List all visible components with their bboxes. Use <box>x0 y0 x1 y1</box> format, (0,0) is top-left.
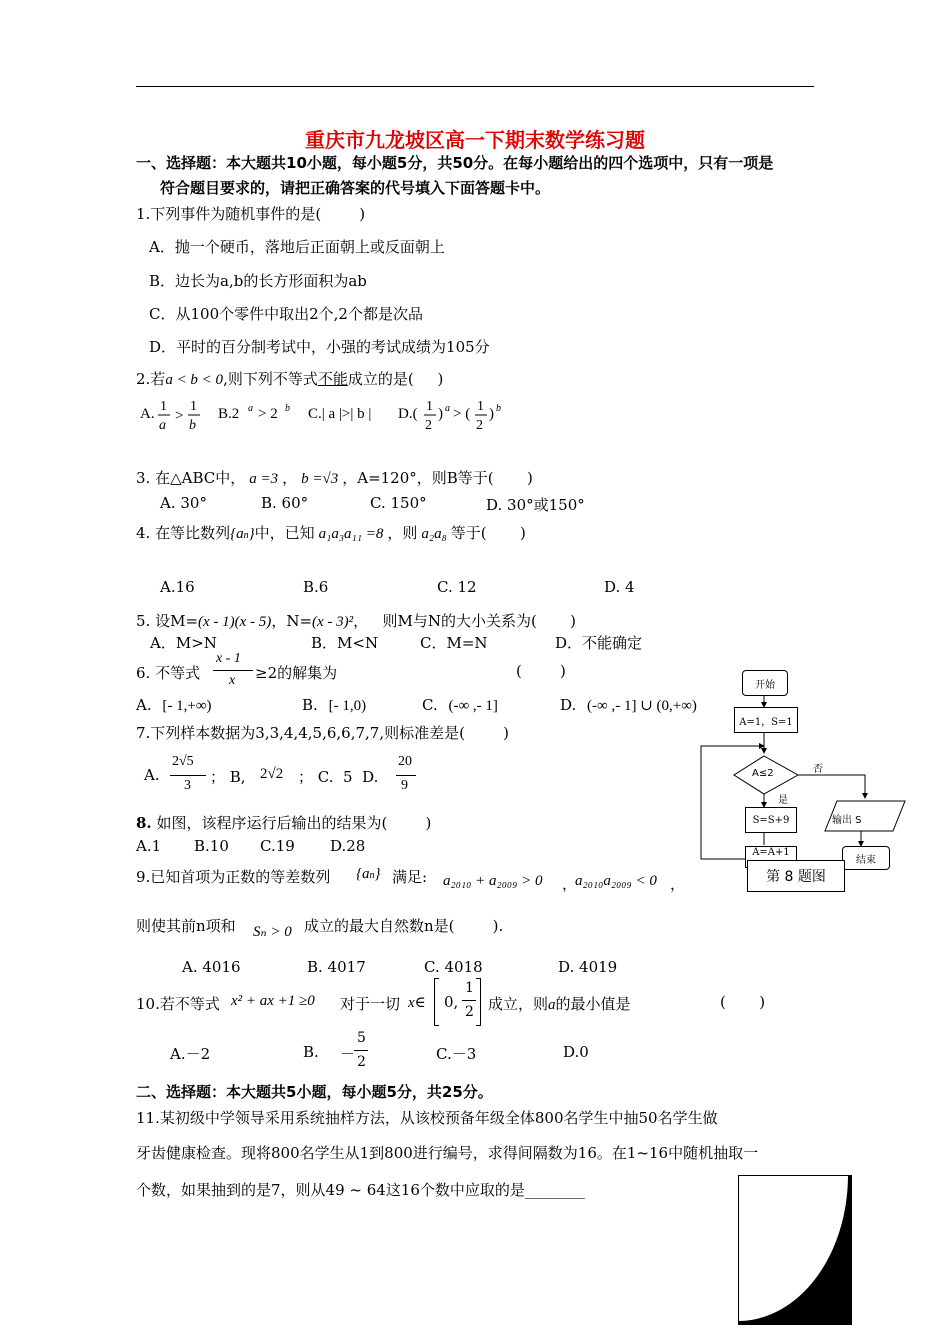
svg-text:2: 2 <box>476 418 483 433</box>
q9-line2-a: 则使其前n项和 <box>136 917 236 935</box>
q10-option-b-label: B. <box>303 1043 319 1061</box>
q10-interval-left: 0, <box>444 993 459 1011</box>
q2-options <box>140 396 520 436</box>
q1-option-a: A．抛一个硬币，落地后正面朝上或反面朝上 <box>149 238 445 256</box>
q9-sn: Sₙ > 0 <box>253 924 292 940</box>
q7-option-d-bar <box>396 775 416 776</box>
svg-text:> 2: > 2 <box>258 406 278 422</box>
svg-text:2: 2 <box>425 418 432 433</box>
flowchart-no-label: 否 <box>813 764 823 775</box>
q10-half-bar <box>462 1000 476 1001</box>
q1-option-b: B．边长为a,b的长方形面积为ab <box>149 272 367 290</box>
q8-stem: 8. 如图，该程序运行后输出的结果为( ) <box>136 814 432 832</box>
q2-options-math <box>140 396 520 438</box>
q9-stem-mid: 满足: <box>392 868 428 886</box>
q4-option-d: D. 4 <box>604 578 635 596</box>
q6-option-b: B. [- 1,0) <box>302 696 367 714</box>
q3-option-b: B. 60° <box>261 494 309 512</box>
svg-text:1: 1 <box>477 399 484 414</box>
q10-option-b-sign: － <box>340 1045 356 1063</box>
q5-option-c: C．M=N <box>420 634 488 652</box>
q3-stem: 3. 在△ABC中， a =3 ， b =√3 ，A=120°，则B等于( ) <box>136 469 533 487</box>
q10-option-b-num: 5 <box>357 1030 366 1046</box>
flowchart-output-label: 输出 S <box>832 815 862 826</box>
q5-stem: 5. 设M=(x - 1)(x - 5)，N=(x - 3)²， 则M与N的大小关系为( ) <box>136 612 577 630</box>
quarter-circle-figure <box>738 1175 852 1325</box>
flowchart-update-s: S=S+9 <box>745 807 797 833</box>
q10-half-den: 2 <box>465 1004 474 1020</box>
q9-condition-1: a₂₀₁₀ + a₂₀₀₉ > 0 <box>443 873 543 889</box>
q2-option-c: C.| a |>| b | <box>308 406 372 422</box>
svg-text:): ) <box>438 406 443 422</box>
q9-option-a: A. 4016 <box>182 958 241 976</box>
q10-stem-label: 10.若不等式 <box>136 995 220 1013</box>
section2-heading: 二、选择题：本大题共5小题，每小题5分，共25分。 <box>136 1083 493 1101</box>
q10-inequality: x² + ax +1 ≥0 <box>231 993 315 1009</box>
q9-line2-b: 成立的最大自然数n是( ). <box>304 917 504 935</box>
q8-option-b: B.10 <box>194 837 229 855</box>
q10-stem-post: 成立，则a的最小值是 <box>488 995 631 1013</box>
q10-var: x∈ <box>408 995 426 1011</box>
q7-option-a-label: A. <box>144 766 160 784</box>
q10-option-b-den: 2 <box>357 1054 366 1070</box>
q8-option-a: A.1 <box>136 837 162 855</box>
svg-text:): ) <box>489 406 494 422</box>
svg-text:a: a <box>159 418 166 433</box>
q7-option-a-den: 3 <box>184 778 191 793</box>
q6-option-d: D. (-∞ ,- 1] ∪ (0,+∞) <box>560 696 697 714</box>
top-rule <box>136 86 814 87</box>
section1-heading: 一、选择题：本大题共10小题，每小题5分，共50分。在每小题给出的四个选项中，只有一项是 <box>136 154 774 172</box>
svg-text:b: b <box>285 403 290 414</box>
flowchart-yes-label: 是 <box>778 795 788 806</box>
svg-text:1: 1 <box>426 399 433 414</box>
q9-option-d: D. 4019 <box>558 958 618 976</box>
q10-stem-mid: 对于一切 <box>340 995 401 1013</box>
q5-option-a: A．M>N <box>150 634 217 652</box>
q6-fraction-denominator: x <box>229 673 236 688</box>
q7-option-b-val: 2√2 <box>260 766 284 782</box>
q9-option-c: C. 4018 <box>424 958 483 976</box>
q6-option-a: A. [- 1,+∞) <box>136 696 212 714</box>
q9-sequence: {an} <box>356 866 381 882</box>
svg-text:1: 1 <box>190 399 197 414</box>
q10-option-c: C.－3 <box>436 1045 477 1063</box>
svg-text:b: b <box>189 418 196 433</box>
q7-option-d-num: 20 <box>398 754 412 769</box>
q6-answer-paren: ( ) <box>516 662 566 680</box>
section1-heading-cont: 符合题目要求的，请把正确答案的代号填入下面答题卡中。 <box>160 179 551 197</box>
svg-text:>: > <box>175 408 184 424</box>
q7-option-cd-label: ； C. 5 D. <box>298 768 379 786</box>
q7-stem: 7.下列样本数据为3,3,4,4,5,6,6,7,7,则标准差是( ) <box>136 724 509 742</box>
q10-half-num: 1 <box>465 980 474 996</box>
flowchart-init: A=1，S=1 <box>734 707 798 733</box>
flowchart-update-a: A=A+1 <box>745 846 797 868</box>
q2-stem: 2.若a < b < 0,则下列不等式不能成立的是( ) <box>136 370 444 388</box>
q10-right-bracket <box>476 978 481 1026</box>
q10-left-bracket <box>434 978 439 1026</box>
q1-option-c: C．从100个零件中取出2个,2个都是次品 <box>149 305 423 323</box>
q3-option-a: A. 30° <box>160 494 207 512</box>
q2-option-a-label: A. <box>140 406 155 422</box>
q10-option-d: D.0 <box>563 1043 589 1061</box>
q9-condition-2: a₂₀₁₀a₂₀₀₉ < 0 <box>575 873 657 889</box>
q4-stem: 4. 在等比数列{an}中，已知 a₁a₃a₁₁ =8 ，则 a₂a₈ 等于( ) <box>136 524 526 542</box>
flowchart-caption: 第 8 题图 <box>747 860 845 892</box>
q8-option-d: D.28 <box>330 837 366 855</box>
flowchart-start: 开始 <box>742 670 788 696</box>
q6-option-c: C. (-∞ ,- 1] <box>422 696 498 714</box>
q1-stem: 1.下列事件为随机事件的是( ) <box>136 205 366 223</box>
svg-text:> (: > ( <box>453 406 471 422</box>
q7-option-b-label: ； B, <box>210 768 246 786</box>
q6-fraction-bar <box>213 670 253 671</box>
q9-comma: ， <box>562 875 578 893</box>
q4-option-a: A.16 <box>160 578 195 596</box>
svg-text:b: b <box>496 403 501 414</box>
q9-option-b: B. 4017 <box>307 958 366 976</box>
svg-text:1: 1 <box>160 399 167 414</box>
q4-option-c: C. 12 <box>437 578 477 596</box>
q10-answer-paren: ( ) <box>720 993 766 1011</box>
svg-text:a: a <box>445 403 450 414</box>
q11-line1: 11.某初级中学领导采用系统抽样方法，从该校预备年级全体800名学生中抽50名学生做 <box>136 1109 718 1127</box>
q11-line2: 牙齿健康检查。现将800名学生从1到800进行编号，求得间隔数为16。在1~16中随机抽取一 <box>136 1144 759 1162</box>
q7-option-a-bar <box>170 775 206 776</box>
svg-text:a: a <box>248 403 253 414</box>
q10-option-b-bar <box>354 1050 368 1051</box>
q7-option-d-den: 9 <box>401 778 408 793</box>
q10-option-a: A.－2 <box>170 1045 211 1063</box>
q9-stem-label: 9.已知首项为正数的等差数列 <box>136 868 331 886</box>
flowchart-end: 结束 <box>842 846 890 870</box>
q2-underlined-word: 不能 <box>317 370 348 388</box>
q11-line3: 个数，如果抽到的是7，则从49 ~ 64这16个数中应取的是________ <box>136 1181 585 1199</box>
q6-stem-label: 6. 不等式 <box>136 664 201 682</box>
q9-comma-2: ， <box>670 875 686 893</box>
q8-option-c: C.19 <box>260 837 295 855</box>
q3-option-d: D. 30°或150° <box>486 496 585 514</box>
q5-option-b: B．M<N <box>311 634 379 652</box>
q7-option-a-num: 2√5 <box>172 754 194 769</box>
flowchart-condition-label: A≤2 <box>752 768 774 779</box>
q5-option-d: D．不能确定 <box>555 634 643 652</box>
q6-fraction-numerator: x - 1 <box>216 651 241 666</box>
q4-option-b: B.6 <box>303 578 329 596</box>
q3-option-c: C. 150° <box>370 494 427 512</box>
q2-option-b-label: B.2 <box>218 406 240 422</box>
q2-option-d-label: D.( <box>398 406 418 422</box>
q6-stem-rest: ≥2的解集为 <box>255 664 338 682</box>
page-title: 重庆市九龙坡区高一下期末数学练习题 <box>305 128 645 152</box>
q1-option-d: D．平时的百分制考试中，小强的考试成绩为105分 <box>149 338 490 356</box>
